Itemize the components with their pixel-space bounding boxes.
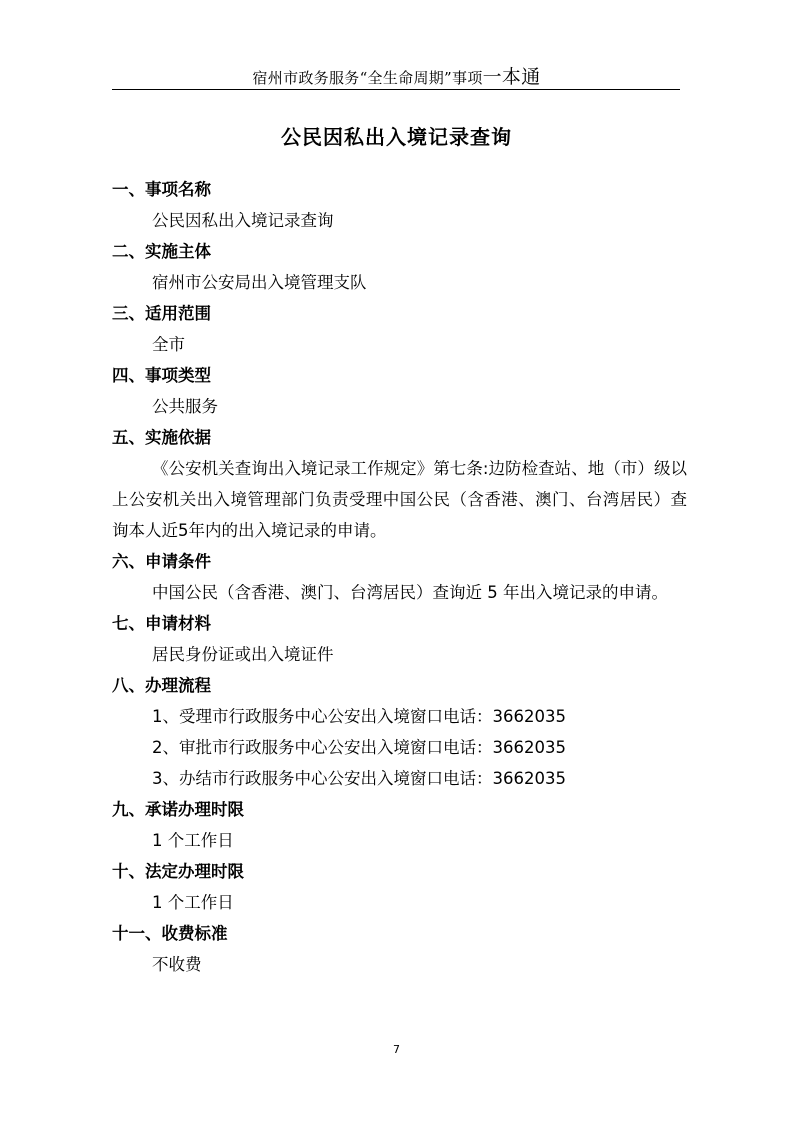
section-heading: 八、办理流程: [112, 676, 211, 695]
section-body-line: 不收费: [152, 955, 202, 974]
document-title: 公民因私出入境记录查询: [281, 125, 512, 149]
document-content: [112, 174, 687, 980]
section-body-line: 宿州市公安局出入境管理支队: [152, 273, 367, 292]
section-heading: 七、申请材料: [112, 614, 211, 633]
header-rule: [112, 89, 680, 90]
running-header-quoted: “全生命周期”: [359, 69, 453, 87]
section-body-line: 1、受理市行政服务中心公安出入境窗口电话：3662035: [152, 707, 566, 726]
running-header-prefix: 宿州市政务服务: [252, 69, 360, 87]
section-heading: 三、适用范围: [112, 304, 211, 323]
section-body-line: 居民身份证或出入境证件: [152, 645, 334, 664]
running-header-middle: 事项: [452, 69, 483, 87]
section-body-line: 公共服务: [152, 397, 218, 416]
section-heading: 五、实施依据: [112, 428, 211, 447]
section-paragraph: 《公安机关查询出入境记录工作规定》第七条:边防检查站、地（市）级以上公安机关出入境管理部门负责受理中国公民（含香港、澳门、台湾居民）查询本人近5年内的出入境记录的申请。: [112, 459, 687, 540]
section-body-line: 1 个工作日: [152, 831, 234, 850]
running-header: [0, 62, 793, 89]
section-body-line: 2、审批市行政服务中心公安出入境窗口电话：3662035: [152, 738, 566, 757]
section-body-line: 1 个工作日: [152, 893, 234, 912]
section-heading: 六、申请条件: [112, 552, 211, 571]
section-body-line: 全市: [152, 335, 185, 354]
running-header-suffix: 一本通: [482, 66, 541, 88]
page-number: 7: [393, 1043, 400, 1056]
section-heading: 二、实施主体: [112, 242, 211, 261]
section-body-line: 公民因私出入境记录查询: [152, 211, 334, 230]
section-heading: 一、事项名称: [112, 180, 211, 199]
section-heading: 十、法定办理时限: [112, 862, 244, 881]
section-heading: 九、承诺办理时限: [112, 800, 244, 819]
section-body-line: 3、办结市行政服务中心公安出入境窗口电话：3662035: [152, 769, 566, 788]
section-heading: 四、事项类型: [112, 366, 211, 385]
section-heading: 十一、收费标准: [112, 924, 228, 943]
section-paragraph: 中国公民（含香港、澳门、台湾居民）查询近 5 年出入境记录的申请。: [152, 583, 668, 602]
